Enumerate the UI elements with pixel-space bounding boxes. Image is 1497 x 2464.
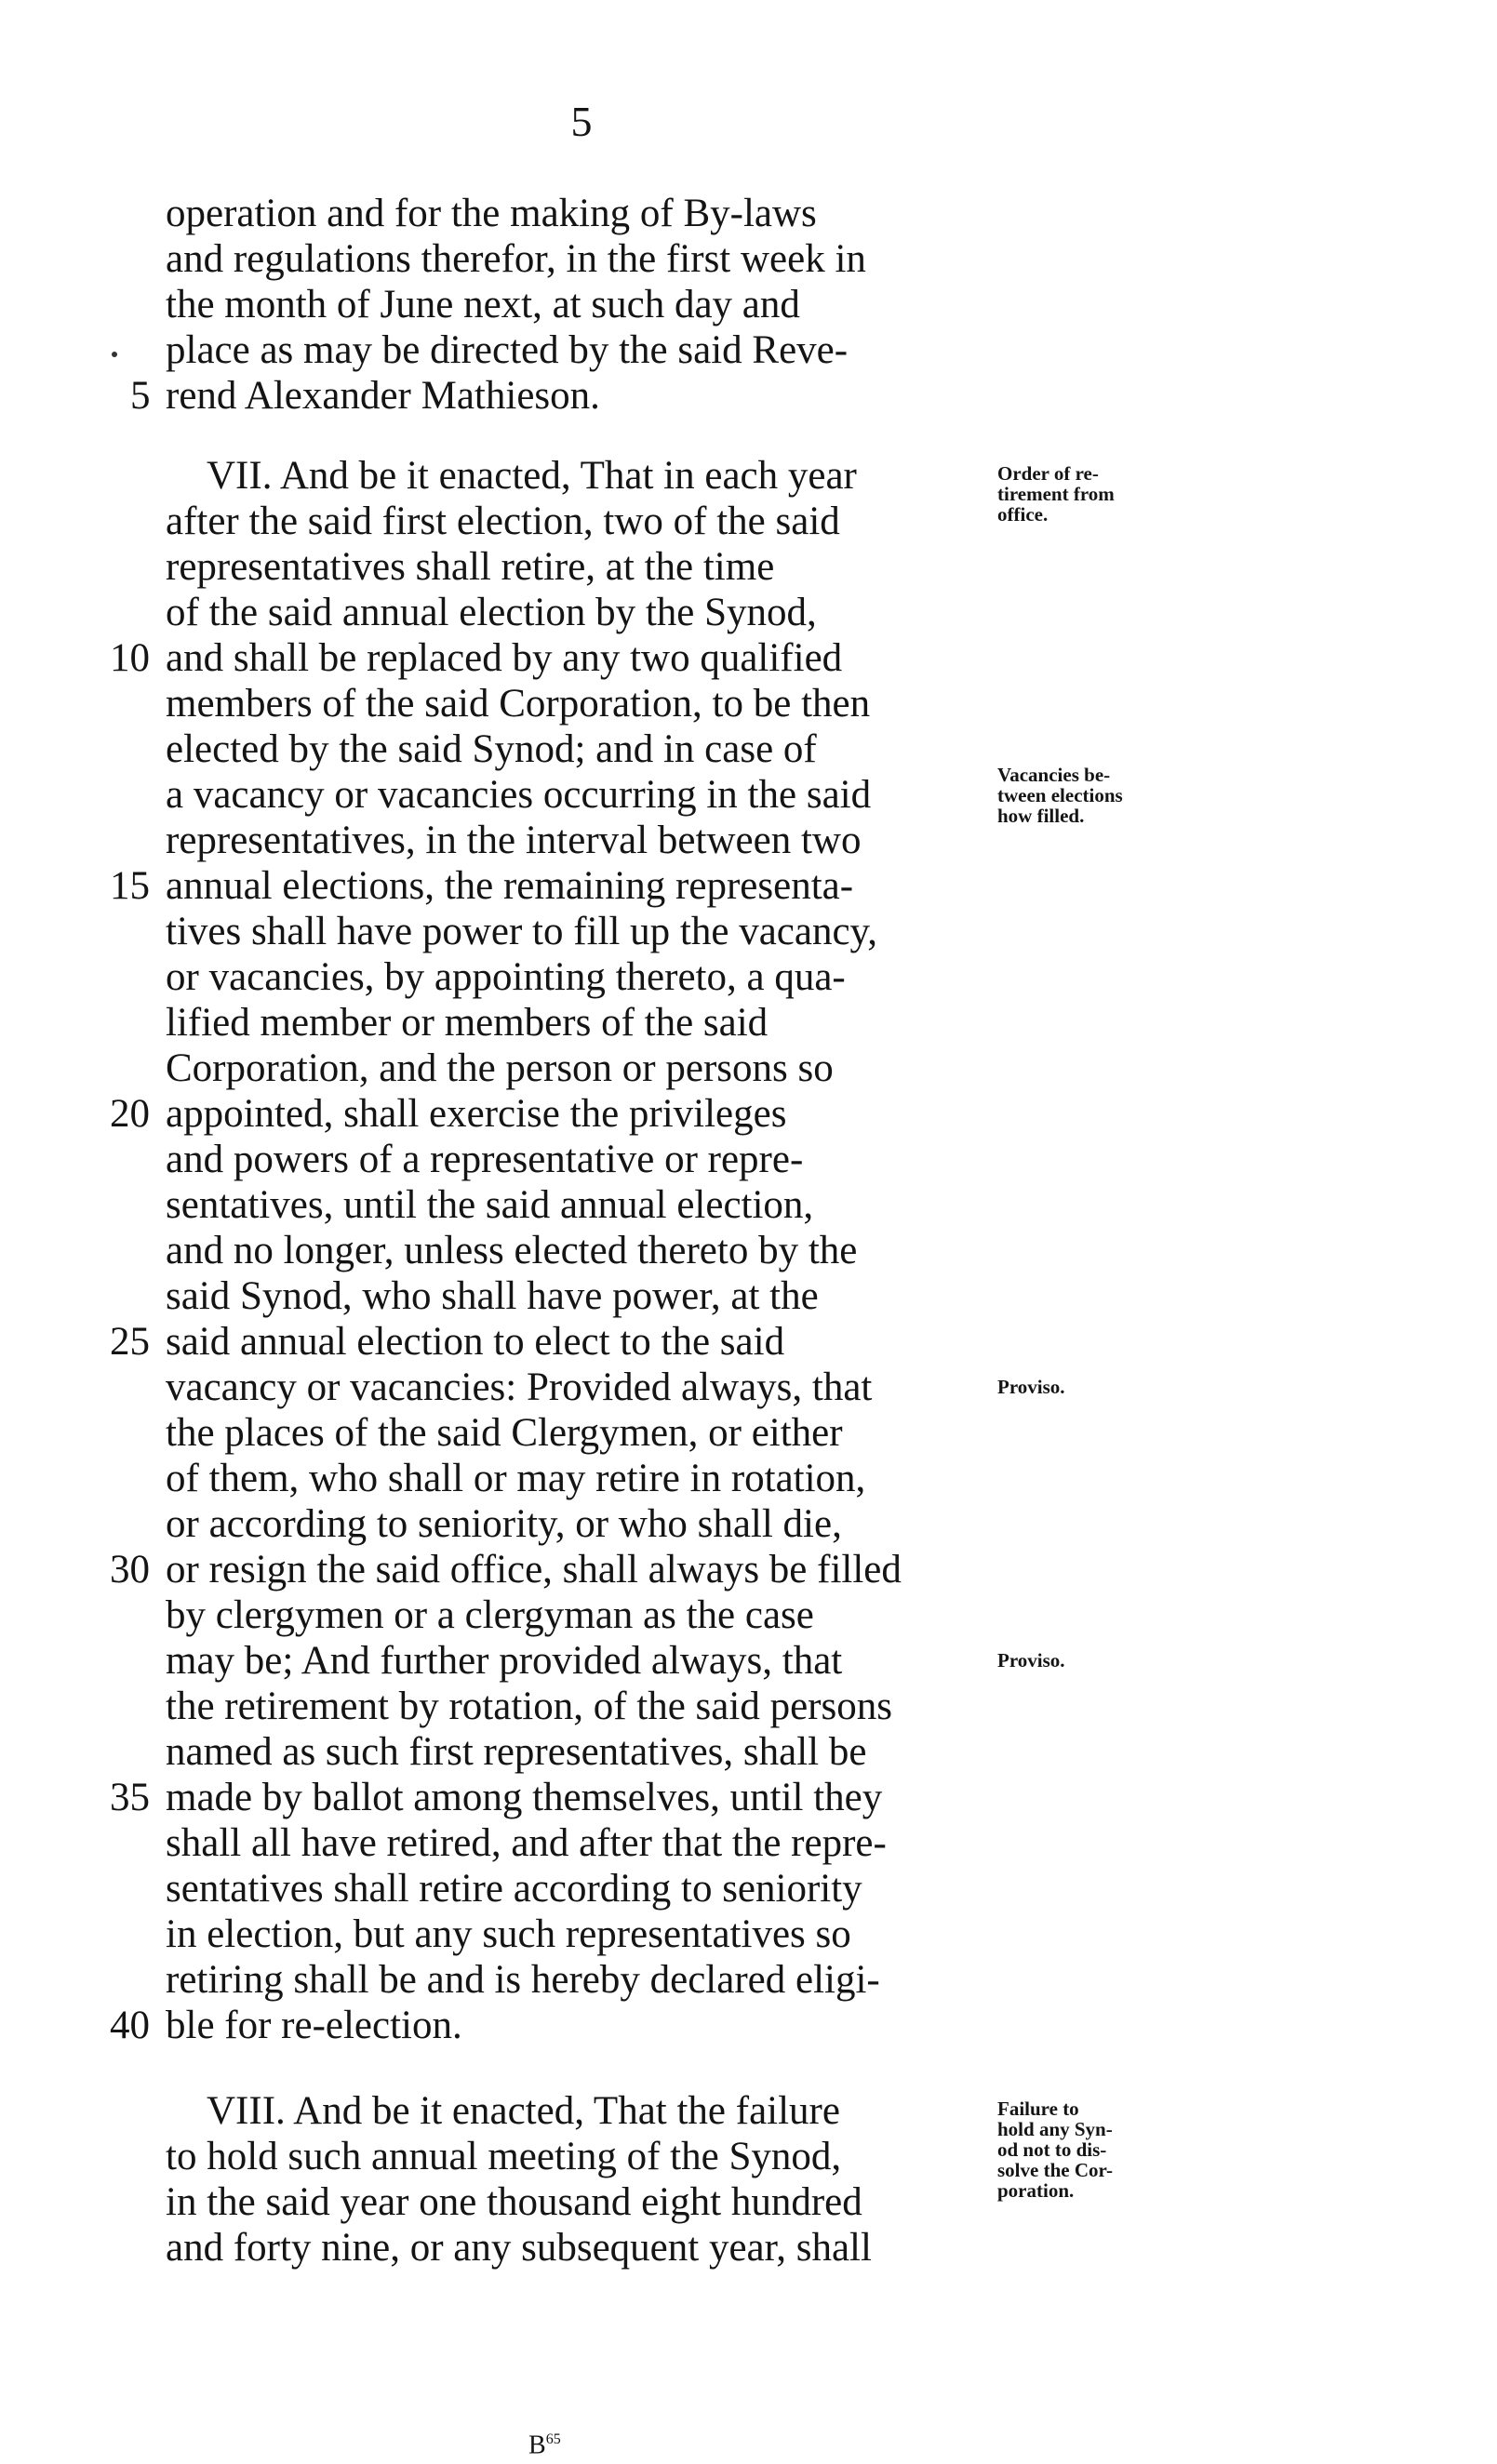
line-number: 35 <box>110 1776 150 1819</box>
text-line: the month of June next, at such day and <box>166 283 800 326</box>
margin-note-line: tween elections <box>997 784 1123 806</box>
line-number: 5 <box>130 374 151 418</box>
text-line: of the said annual election by the Synod, <box>166 591 817 634</box>
line-number: 40 <box>110 2004 150 2047</box>
margin-note <box>997 2098 1202 2201</box>
text-line: ble for re-election. <box>166 2004 462 2047</box>
text-line: said annual election to elect to the said <box>166 1320 785 1364</box>
line-number: 25 <box>110 1320 150 1364</box>
margin-note <box>997 463 1202 525</box>
line-number: 10 <box>110 636 150 680</box>
signature-mark <box>528 2426 561 2459</box>
margin-note <box>997 1377 1202 1397</box>
text-line: named as such first representatives, shall be <box>166 1730 867 1774</box>
margin-note-line: Vacancies be- <box>997 764 1111 786</box>
margin-note-line: solve the Cor- <box>997 2159 1114 2181</box>
margin-note-line: Order of re- <box>997 462 1099 485</box>
signature-number: 65 <box>545 2431 561 2447</box>
margin-note-line: how filled. <box>997 805 1085 827</box>
margin-note <box>997 765 1202 826</box>
text-line: representatives shall retire, at the time <box>166 545 775 589</box>
text-line: sentatives, until the said annual election, <box>166 1183 814 1227</box>
text-line: made by ballot among themselves, until they <box>166 1776 883 1819</box>
section-heading-line: VII. And be it enacted, That in each year <box>207 454 857 498</box>
margin-note-line: Failure to <box>997 2098 1079 2120</box>
line-number: 20 <box>110 1092 150 1136</box>
text-line: may be; And further provided always, that <box>166 1639 843 1683</box>
text-line: elected by the said Synod; and in case of <box>166 727 817 771</box>
text-line: appointed, shall exercise the privileges <box>166 1092 787 1136</box>
text-line: after the said first election, two of the said <box>166 499 840 543</box>
text-line: to hold such annual meeting of the Synod, <box>166 2135 842 2178</box>
text-line: by clergymen or a clergyman as the case <box>166 1593 814 1637</box>
text-line: and forty nine, or any subsequent year, shall <box>166 2226 872 2270</box>
signature-letter: B <box>528 2431 546 2460</box>
text-line: retiring shall be and is hereby declared eligi- <box>166 1958 880 2002</box>
text-line: tives shall have power to fill up the vacancy, <box>166 910 877 953</box>
margin-note-line: poration. <box>997 2179 1075 2202</box>
text-line: representatives, in the interval between two <box>166 819 862 862</box>
text-line: and regulations therefor, in the first week in <box>166 237 866 281</box>
text-line: and shall be replaced by any two qualified <box>166 636 843 680</box>
text-line: shall all have retired, and after that the repre- <box>166 1821 887 1865</box>
text-line: the places of the said Clergymen, or either <box>166 1411 843 1455</box>
text-line: in the said year one thousand eight hundred <box>166 2180 862 2224</box>
margin-note-line: Proviso. <box>997 1376 1065 1398</box>
text-line: or resign the said office, shall always be filled <box>166 1548 902 1592</box>
text-line: operation and for the making of By-laws <box>166 192 817 235</box>
section-heading-line: VIII. And be it enacted, That the failure <box>207 2089 840 2133</box>
margin-note-line: Proviso. <box>997 1649 1065 1672</box>
text-line: place as may be directed by the said Reve- <box>166 328 849 372</box>
margin-note-line: hold any Syn- <box>997 2118 1113 2140</box>
page-number: 5 <box>570 98 593 145</box>
text-line: sentatives shall retire according to seniority <box>166 1867 862 1911</box>
text-line: and no longer, unless elected thereto by the <box>166 1229 858 1272</box>
text-line: said Synod, who shall have power, at the <box>166 1274 819 1318</box>
text-line: the retirement by rotation, of the said persons <box>166 1685 892 1728</box>
line-number: 15 <box>110 864 150 908</box>
text-line: of them, who shall or may retire in rotation, <box>166 1457 866 1500</box>
text-line: members of the said Corporation, to be then <box>166 682 871 726</box>
text-line: in election, but any such representatives so <box>166 1912 851 1956</box>
margin-note-line: office. <box>997 503 1049 526</box>
margin-note-line: tirement from <box>997 483 1115 505</box>
margin-note-line: od not to dis- <box>997 2138 1107 2161</box>
text-line: Corporation, and the person or persons so <box>166 1046 834 1090</box>
text-line: rend Alexander Mathieson. <box>166 374 600 418</box>
text-line: a vacancy or vacancies occurring in the said <box>166 773 872 817</box>
margin-note <box>997 1650 1202 1671</box>
ink-dot <box>112 352 117 357</box>
line-number: 30 <box>110 1548 150 1592</box>
text-line: and powers of a representative or repre- <box>166 1138 804 1181</box>
text-line: or vacancies, by appointing thereto, a qua- <box>166 955 846 999</box>
text-line: annual elections, the remaining representa- <box>166 864 854 908</box>
text-line: lified member or members of the said <box>166 1001 769 1045</box>
text-line: vacancy or vacancies: Provided always, that <box>166 1365 873 1409</box>
text-line: or according to seniority, or who shall die, <box>166 1502 842 1546</box>
